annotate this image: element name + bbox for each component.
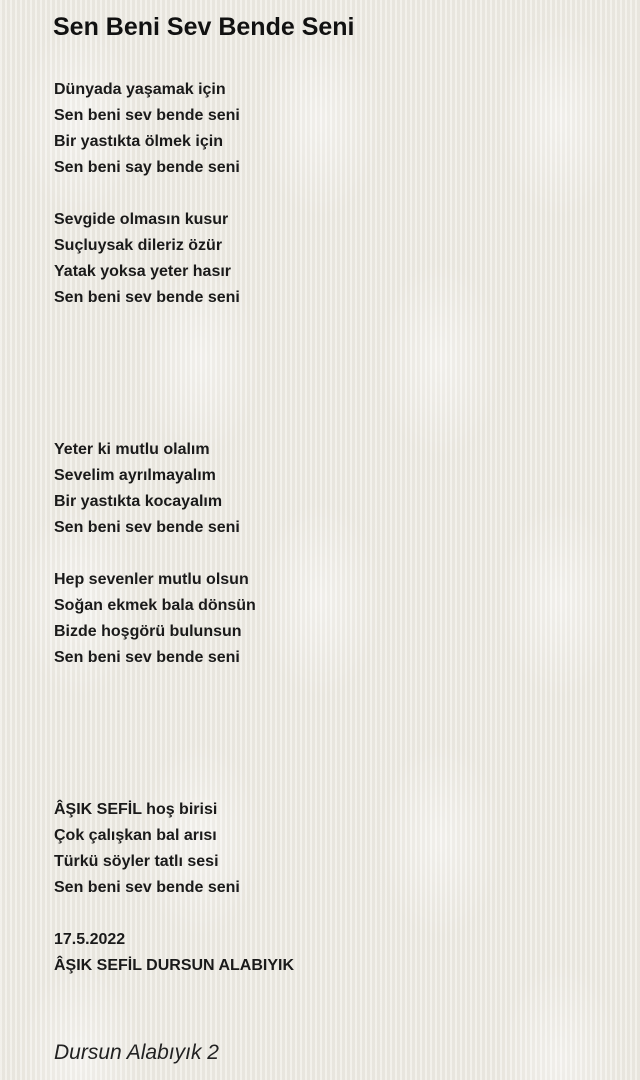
poem-line: Yatak yoksa yeter hasır — [54, 263, 232, 280]
poem-line: Sen beni sev bende seni — [54, 649, 240, 666]
poem-line: Yeter ki mutlu olalım — [54, 441, 210, 458]
poem-date: 17.5.2022 — [54, 931, 126, 948]
poem-title: Sen Beni Sev Bende Seni — [53, 13, 355, 41]
poem-line: Sevelim ayrılmayalım — [54, 467, 216, 484]
poem-line: Sen beni say bende seni — [54, 159, 240, 176]
poem-line: Dünyada yaşamak için — [54, 81, 226, 98]
poem-line: Bir yastıkta ölmek için — [54, 133, 223, 150]
poem-line: Sen beni sev bende seni — [54, 289, 240, 306]
poem-line: Sen beni sev bende seni — [54, 879, 240, 896]
poem-line: ÂŞIK SEFİL hoş birisi — [54, 801, 218, 818]
stanza-4 — [54, 567, 256, 671]
poem-line: Çok çalışkan bal arısı — [54, 827, 217, 844]
poem-line: Hep sevenler mutlu olsun — [54, 571, 249, 588]
stanza-3 — [54, 437, 240, 541]
poem-line: Bizde hoşgörü bulunsun — [54, 623, 242, 640]
stanza-2 — [54, 207, 240, 311]
poem-line: Sen beni sev bende seni — [54, 519, 240, 536]
poem-line: Soğan ekmek bala dönsün — [54, 597, 256, 614]
poem-line: Sevgide olmasın kusur — [54, 211, 229, 228]
stanza-5 — [54, 797, 240, 901]
poem-line: Türkü söyler tatlı sesi — [54, 853, 219, 870]
poem-line: Suçluysak dileriz özür — [54, 237, 223, 254]
signature-block — [54, 927, 294, 979]
author-name[interactable]: Dursun Alabıyık 2 — [54, 1041, 219, 1064]
poem-line: Sen beni sev bende seni — [54, 107, 240, 124]
poem-signature: ÂŞIK SEFİL DURSUN ALABIYIK — [54, 957, 295, 974]
poem-line: Bir yastıkta kocayalım — [54, 493, 223, 510]
stanza-1 — [54, 77, 240, 181]
